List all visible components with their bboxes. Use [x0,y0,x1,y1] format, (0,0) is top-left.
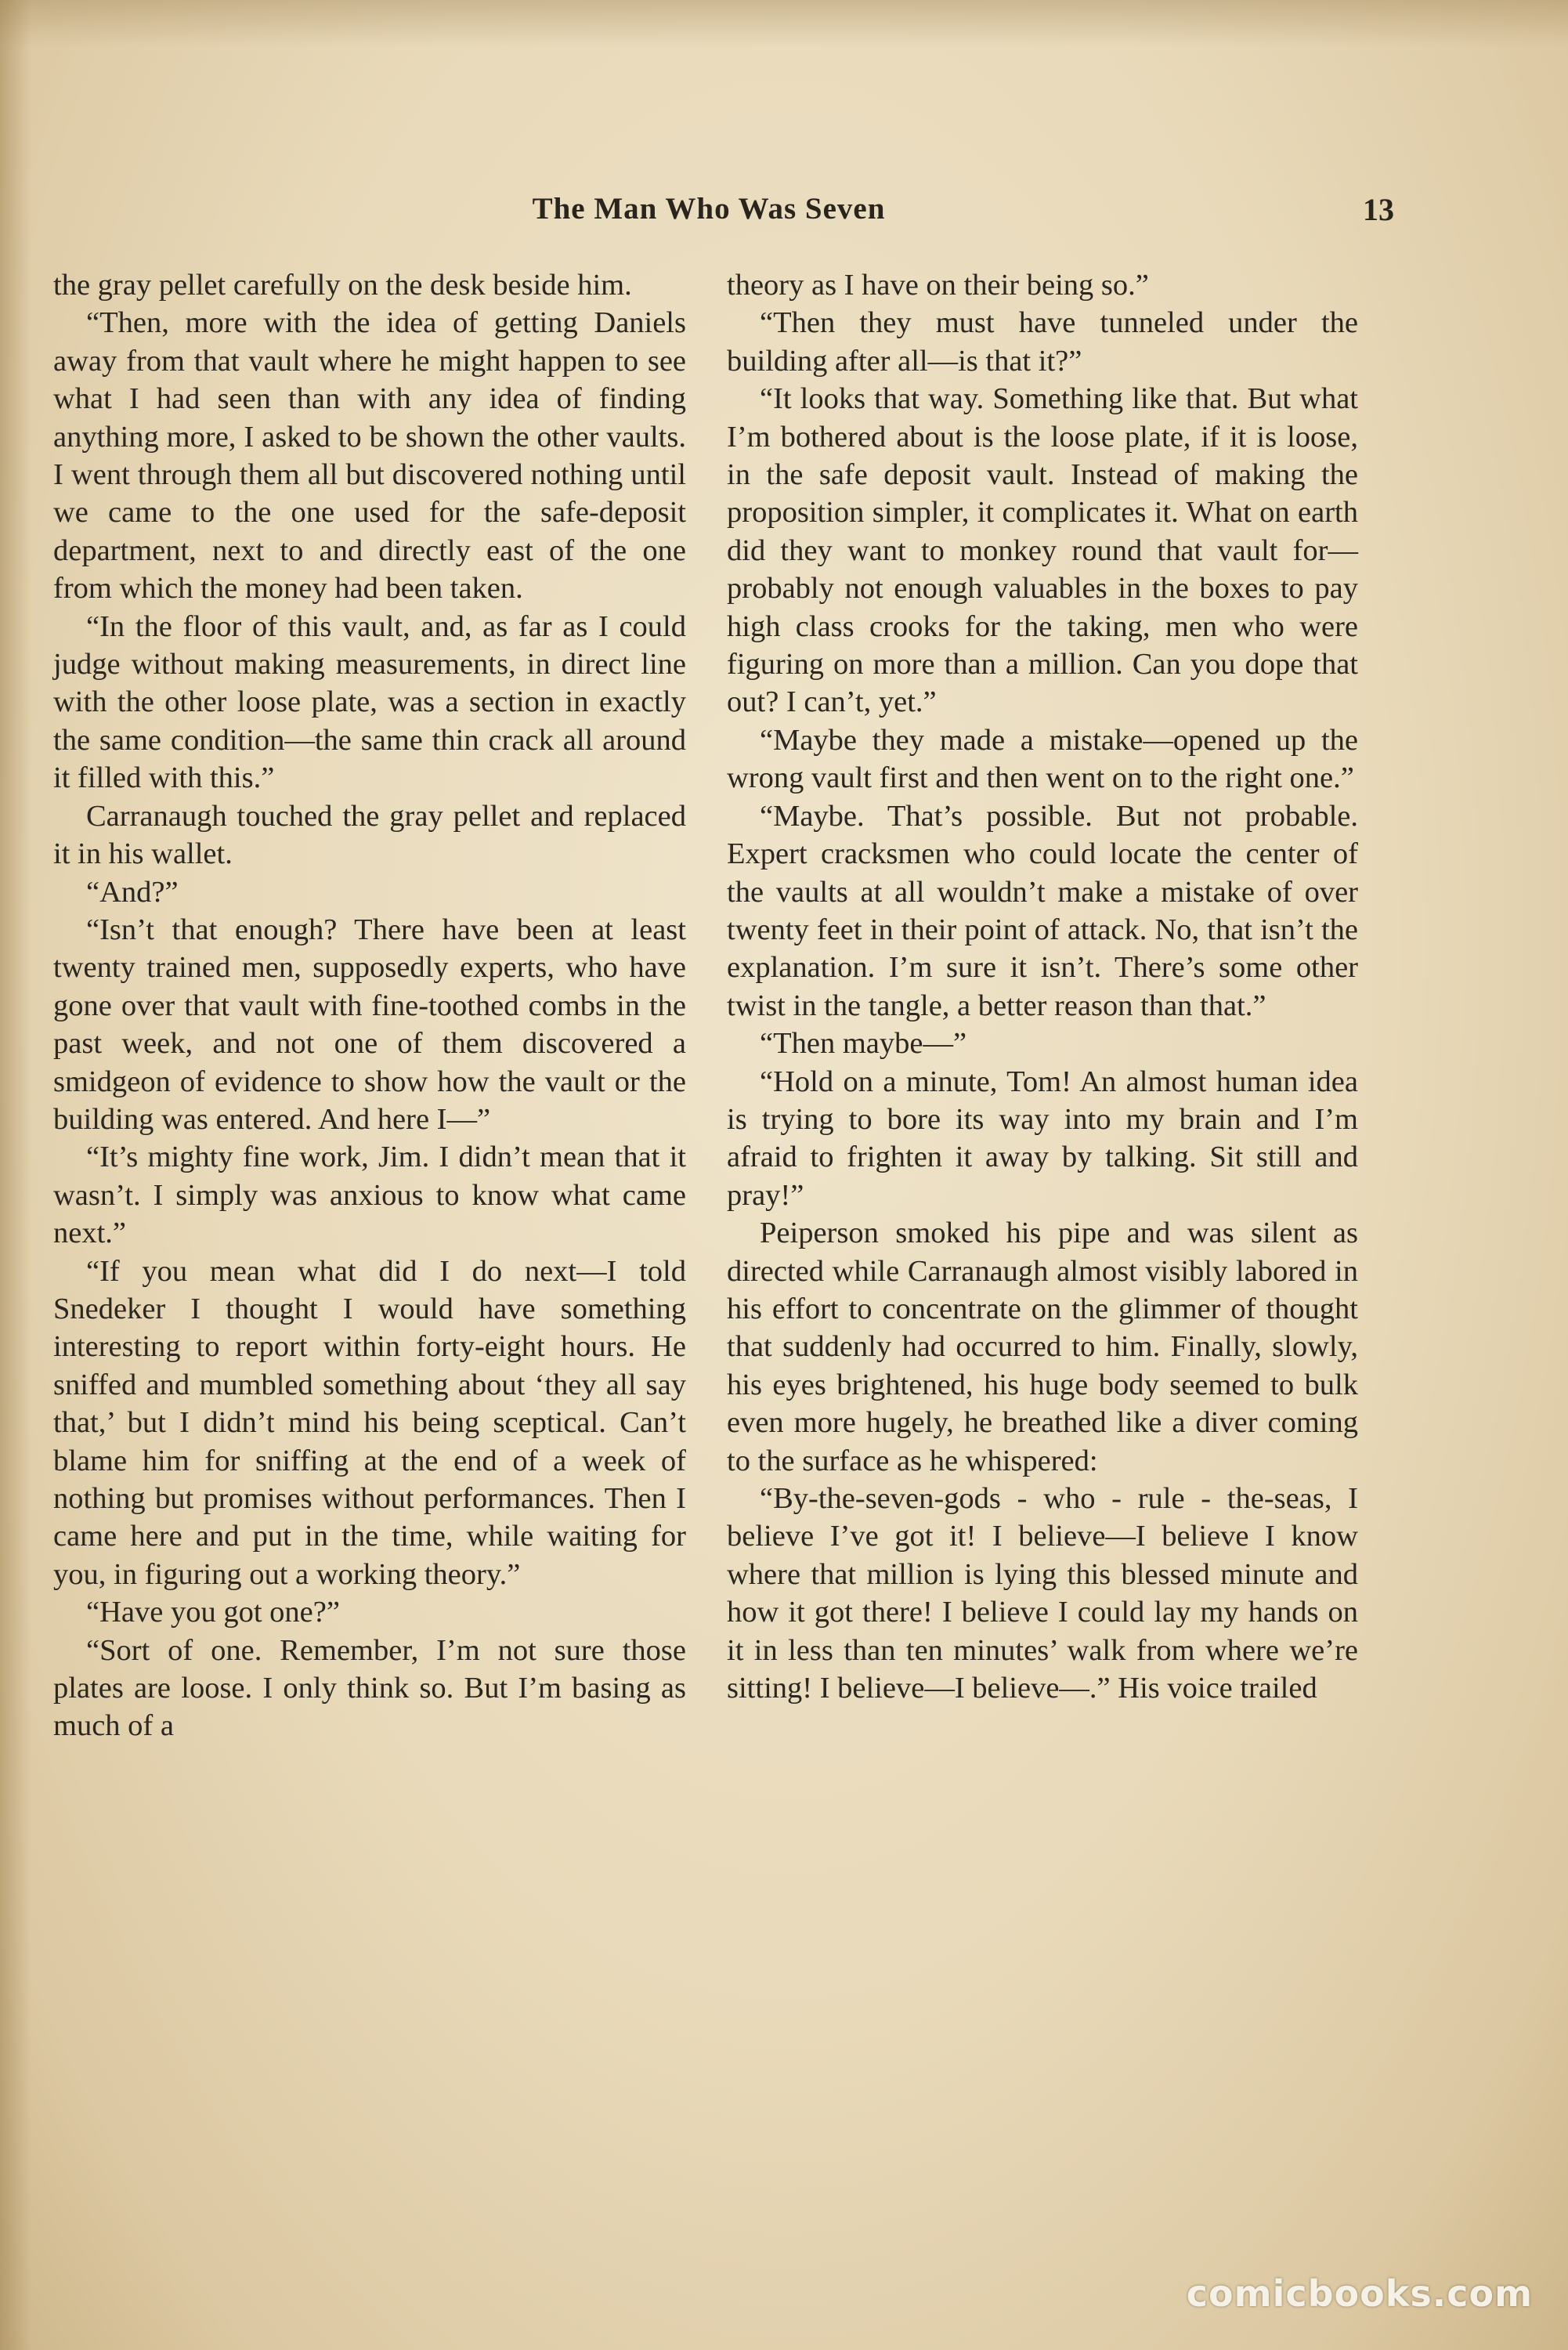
paragraph: “Then, more with the idea of getting Daniels away from that vault where he might happen to see what I had seen than with any idea of finding anything more, I asked to be shown the other vaults. I went through them all but discovered nothing until we came to the one used for the safe-deposit department, next to and directly east of the one from which the money had been taken. [53,306,686,606]
paragraph: “Maybe. That’s possible. But not probable. Expert cracksmen who could locate the center of the vaults at all wouldn’t make a mistake of over twenty feet in their point of attack. No, that isn’t the explanation. I’m sure it isn’t. There’s some other twist in the tangle, a better reason than that.” [727,799,1358,1022]
paragraph: “And?” [86,875,179,909]
paragraph: Peiperson smoked his pipe and was silent as directed while Carranaugh almost visibly labored in his effort to concentrate on the glimmer of thought that suddenly had occurred to him. Finally, slowly, his eyes brightened, his huge body seemed to bulk even more hugely, he breathed like a diver coming to the surface as he whispered: [727,1217,1358,1477]
paragraph: “Sort of one. Remember, I’m not sure those plates are loose. I only think so. But I’m basing as much of a [53,1633,686,1743]
running-header [47,191,1394,238]
paragraph: “Have you got one?” [86,1596,340,1629]
paragraph: “It looks that way. Something like that. But what I’m bothered about is the loose plate, if it is loose, in the safe deposit vault. Instead of making the proposition simpler, it complicates it. What on earth did they want to monkey round that vault for—probably not enough valuables in the boxes to pay high class crooks for the taking, men who were figuring on more than a million. Can you dope that out? I can’t, yet.” [727,382,1358,719]
paragraph: “It’s mighty fine work, Jim. I didn’t mean that it wasn’t. I simply was anxious to know what came next.” [53,1141,686,1250]
paragraph: “If you mean what did I do next—I told Snedeker I thought I would have something interesting to report within forty-eight hours. He sniffed and mumbled something about ‘they all say that,’ but I didn’t mind his being sceptical. Can’t blame him for sniffing at the end of a week of nothing but promises without performances. Then I came here and put in the time, while waiting for you, in figuring out a working theory.” [53,1254,686,1591]
paragraph: theory as I have on their being so.” [727,269,1149,302]
paragraph: “By-the-seven-gods - who - rule - the-seas, I believe I’ve got it! I believe—I believe I know where that million is lying this blessed minute and how it got there! I believe I could lay my hands on it in less than ten minutes’ walk from where we’re sitting! I believe—I believe—.” His voice trailed [727,1482,1358,1705]
paragraph: “Then maybe—” [760,1027,967,1061]
page-edge-shadow [0,0,31,2350]
paragraph: “Maybe they made a mistake—opened up the wrong vault first and then went on to the right one.” [727,723,1358,795]
paragraph: Carranaugh touched the gray pellet and replaced it in his wallet. [53,799,686,871]
page-top-shadow [0,0,1568,47]
page-number: 13 [1363,192,1394,227]
site-watermark: comicbooks.com [1186,2272,1533,2315]
paragraph: “Then they must have tunneled under the building after all—is that it?” [727,306,1358,378]
paragraph: “In the floor of this vault, and, as far as I could judge without making measurements, in direct line with the other loose plate, was a section in exactly the same condition—the same thin crack all around it filled with this.” [53,609,686,795]
paragraph: “Hold on a minute, Tom! An almost human idea is trying to bore its way into my brain and I’m afraid to frighten it away by talking. Sit still and pray!” [727,1065,1358,1212]
right-text-column [727,266,1358,1707]
left-text-column [53,266,686,1745]
paragraph: the gray pellet carefully on the desk beside him. [53,269,632,302]
paragraph: “Isn’t that enough? There have been at least twenty trained men, supposedly experts, who have gone over that vault with fine-toothed combs in the past week, and not one of them discovered a smidgeon of evidence to show how the vault or the building was entered. And here I—” [53,913,686,1136]
running-title: The Man Who Was Seven [532,192,886,226]
